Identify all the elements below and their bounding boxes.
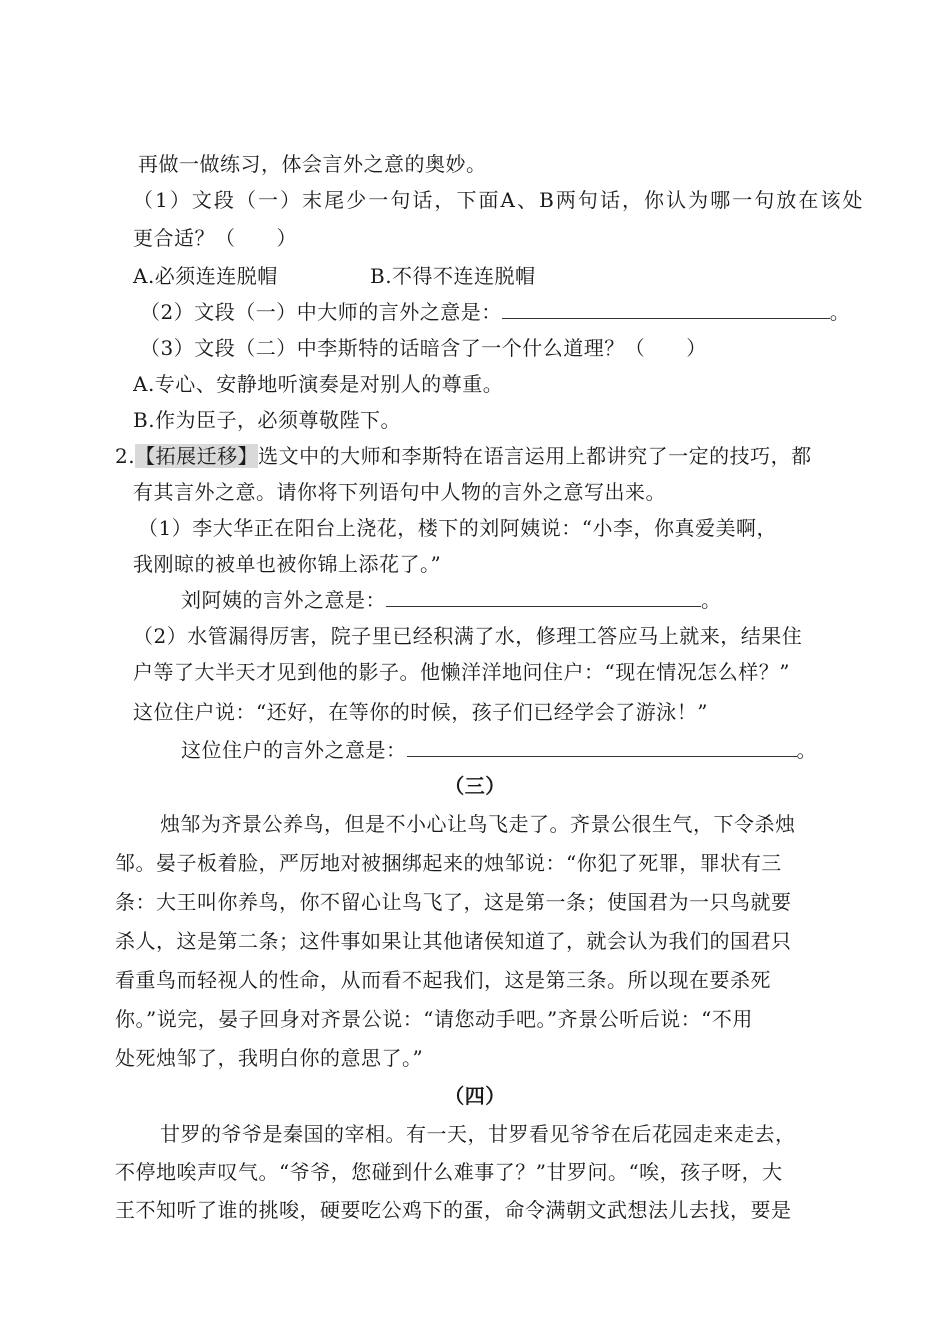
section-2-number: 2. bbox=[115, 444, 136, 468]
answer-blank-item-2[interactable] bbox=[407, 736, 797, 757]
question-2-end: 。 bbox=[829, 300, 851, 324]
item-2-line-2: 户等了大半天才见到他的影子。他懒洋洋地问住户：“现在情况怎么样？” bbox=[133, 660, 790, 684]
item-2-line-3: 这位住户说：“还好，在等你的时候，孩子们已经学会了游泳！” bbox=[133, 700, 708, 724]
item-1-answer bbox=[181, 586, 722, 614]
passage-4-line: 王不知听了谁的挑唆，硬要吃公鸡下的蛋，命令满朝文武想法儿去找，要是 bbox=[115, 1198, 792, 1222]
question-2 bbox=[140, 298, 850, 326]
question-1-option-a: A.必须连连脱帽 bbox=[133, 264, 278, 288]
passage-3-heading: （三） bbox=[444, 774, 506, 798]
question-3-option-b: B.作为臣子，必须尊敬陛下。 bbox=[133, 408, 402, 432]
question-3-text: （3）文段（二）中李斯特的话暗含了一个什么道理？（ ） bbox=[140, 336, 707, 360]
passage-4-line: 不停地唉声叹气。“爷爷，您碰到什么难事了？”甘罗问。“唉，孩子呀，大 bbox=[115, 1160, 783, 1184]
item-2-line-1: （2）水管漏得厉害，院子里已经积满了水，修理工答应马上就来，结果住 bbox=[133, 624, 803, 648]
item-1-answer-label: 刘阿姨的言外之意是： bbox=[181, 588, 386, 612]
passage-3-line: 看重鸟而轻视人的性命，从而看不起我们，这是第三条。所以现在要杀死 bbox=[115, 968, 771, 992]
answer-blank-question-2[interactable] bbox=[502, 298, 830, 319]
passage-3-line: 你。”说完，晏子回身对齐景公说：“请您动手吧。”齐景公听后说：“不用 bbox=[115, 1007, 753, 1031]
intro-text: 再做一做练习，体会言外之意的奥妙。 bbox=[138, 152, 487, 176]
passage-4-line: 甘罗的爷爷是秦国的宰相。有一天，甘罗看见爷爷在后花园走来走去， bbox=[160, 1122, 796, 1146]
passage-3-line: 处死烛邹了，我明白你的意思了。” bbox=[115, 1046, 424, 1070]
question-1-line-2: 更合适？（ ） bbox=[133, 226, 297, 250]
item-1-line-2: 我刚晾的被单也被你锦上添花了。” bbox=[133, 552, 442, 576]
passage-3-line: 条：大王叫你养鸟，你不留心让鸟飞了，这是第一条；使国君为一只鸟就要 bbox=[115, 890, 792, 914]
passage-3-line: 邹。晏子板着脸，严厉地对被捆绑起来的烛邹说：“你犯了死罪，罪状有三 bbox=[115, 851, 782, 875]
item-2-answer-end: 。 bbox=[796, 738, 817, 762]
answer-blank-item-1[interactable] bbox=[386, 586, 701, 607]
section-2-line-1-text: 选文中的大师和李斯特在语言运用上都讲究了一定的技巧，都 bbox=[258, 444, 812, 468]
passage-3-line: 烛邹为齐景公养鸟，但是不小心让鸟飞走了。齐景公很生气，下令杀烛 bbox=[160, 812, 796, 836]
item-2-answer bbox=[181, 736, 817, 764]
extension-tag: 【拓展迁移】 bbox=[135, 444, 259, 468]
item-1-answer-end: 。 bbox=[701, 588, 722, 612]
passage-3-line: 杀人，这是第二条；这件事如果让其他诸侯知道了，就会认为我们的国君只 bbox=[115, 929, 792, 953]
item-1-line-1: （1）李大华正在阳台上浇花，楼下的刘阿姨说：“小李，你真爱美啊， bbox=[138, 516, 777, 540]
section-2-line-1 bbox=[115, 442, 860, 470]
question-2-text: （2）文段（一）中大师的言外之意是： bbox=[140, 300, 502, 324]
item-2-answer-label: 这位住户的言外之意是： bbox=[181, 738, 407, 762]
passage-4-heading: （四） bbox=[444, 1084, 506, 1108]
section-2-line-2: 有其言外之意。请你将下列语句中人物的言外之意写出来。 bbox=[133, 480, 666, 504]
question-1-option-b: B.不得不连连脱帽 bbox=[370, 264, 536, 288]
question-1-line-1: （1）文段（一）末尾少一句话，下面A、B两句话，你认为哪一句放在该处 bbox=[133, 188, 863, 212]
question-3-option-a: A.专心、安静地听演奏是对别人的尊重。 bbox=[133, 372, 504, 396]
